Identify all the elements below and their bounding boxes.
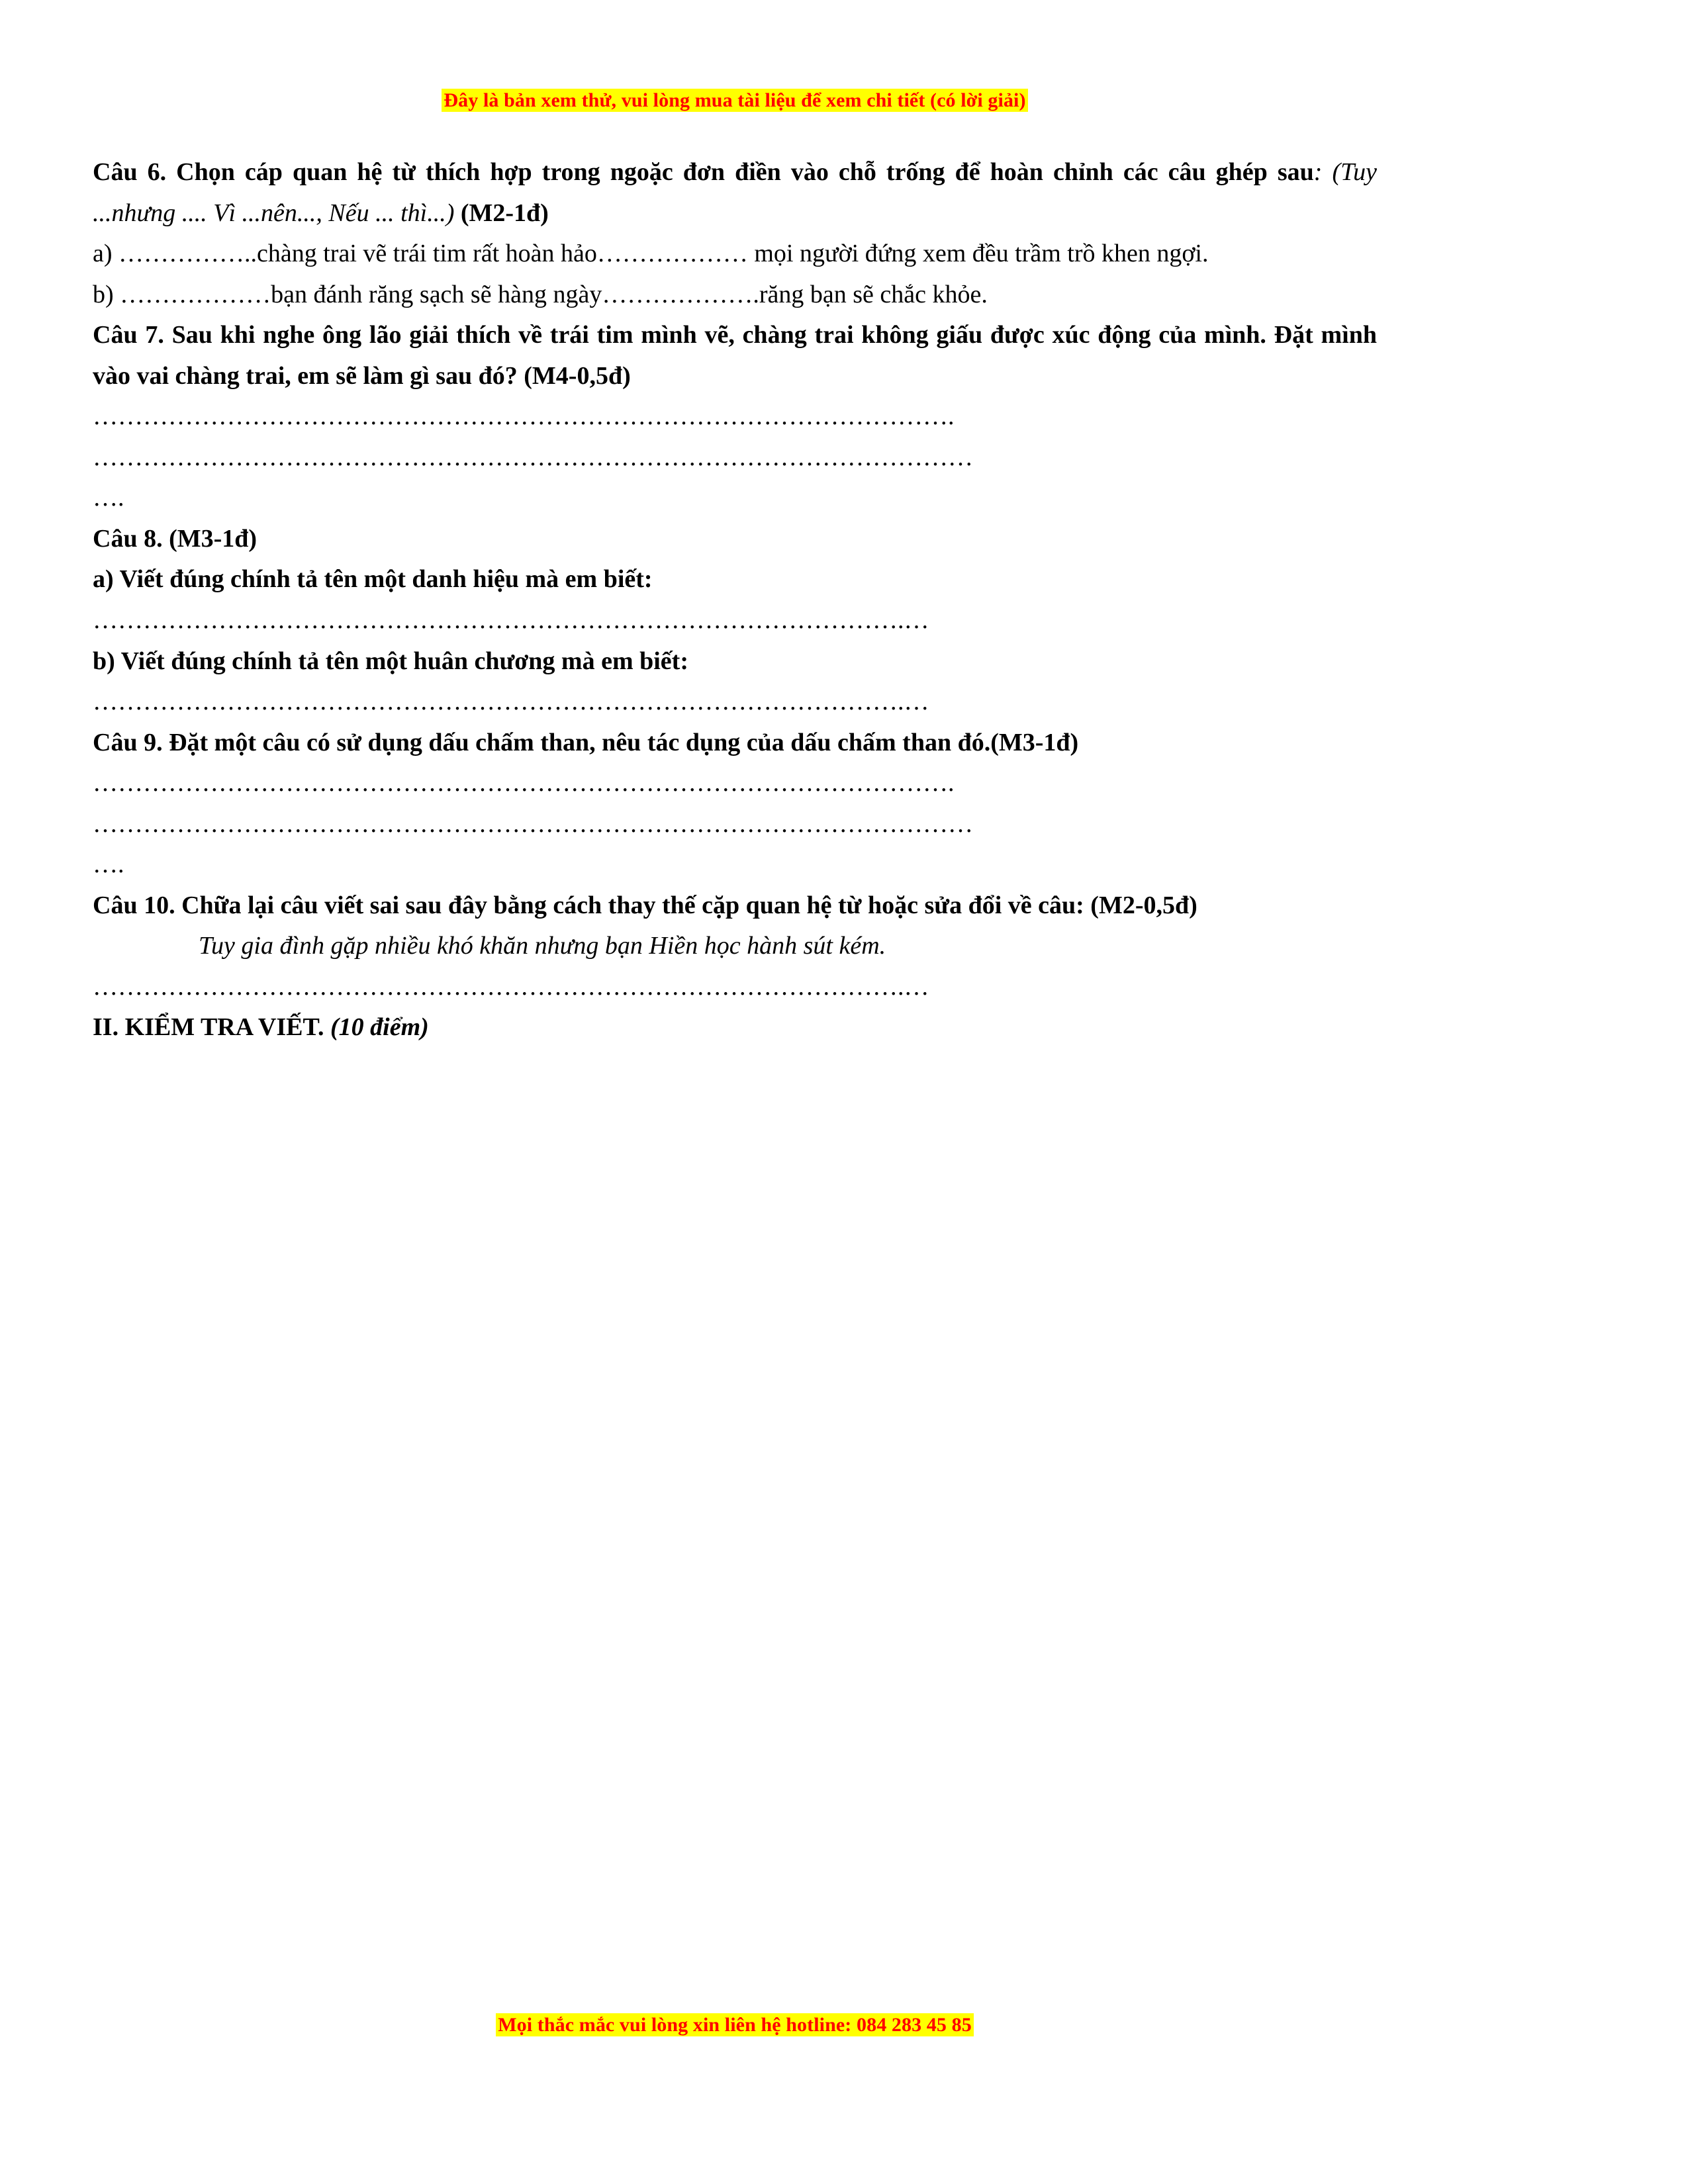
question-8-label-text: Câu 8. (M3-1đ): [93, 524, 258, 553]
question-9-prompt: [93, 723, 1377, 764]
question-8-answer-b[interactable]: …………………………………………………………………………………….…: [93, 688, 929, 716]
hotline-text: Mọi thắc mắc vui lòng xin liên hệ hotline: 084 283 45 85: [496, 2013, 974, 2036]
question-6-item-a: a) ……………..chàng trai vẽ trái tim rất hoàn hảo……………… mọi người đứng xem đều trầm trồ khen ngợi.: [93, 240, 1209, 268]
question-6-prompt: [93, 152, 1377, 234]
question-8-answer-a[interactable]: …………………………………………………………………………………….…: [93, 606, 929, 635]
question-7-answer-line-2[interactable]: ……………………………………………………………………………………………: [93, 443, 973, 471]
question-6-prompt-italic: : (Tuy ...nhưng .... Vì ...nên..., Nếu ... thì...): [93, 158, 1378, 227]
question-7-answer-line-1[interactable]: ………………………………………………………………………………………….: [93, 402, 955, 431]
preview-notice-banner: [93, 87, 1377, 114]
question-10-answer-line[interactable]: …………………………………………………………………………………….…: [93, 972, 929, 1001]
hotline-banner: [93, 2012, 1377, 2039]
question-10-label: Câu 10.: [93, 891, 175, 919]
question-9-answer-line-1[interactable]: ………………………………………………………………………………………….: [93, 769, 955, 797]
question-6-item-b: b) ………………bạn đánh răng sạch sẽ hàng ngày……………….răng bạn sẽ chắc khỏe.: [93, 280, 988, 308]
question-8-item-b: [93, 641, 1377, 682]
question-6-label: Câu 6.: [93, 158, 167, 186]
question-9-text: Đặt một câu có sử dụng dấu chấm than, nêu tác dụng của dấu chấm than đó.(M3-1đ): [162, 728, 1079, 756]
document-body: [93, 152, 1377, 1048]
question-8-item-b-text: b) Viết đúng chính tả tên một huân chương mà em biết:: [93, 647, 688, 675]
question-10-prompt: [93, 886, 1377, 927]
question-7-label: Câu 7.: [93, 321, 164, 349]
question-7-answer-line-3[interactable]: ….: [93, 484, 124, 512]
preview-notice-text: Đây là bản xem thử, vui lòng mua tài liệu để xem chi tiết (có lời giải): [442, 89, 1027, 112]
question-9-answer-line-3[interactable]: ….: [93, 850, 124, 879]
question-7-prompt: [93, 315, 1377, 396]
question-6-prompt-bold: Chọn cáp quan hệ từ thích hợp trong ngoặc đơn điền vào chỗ trống để hoàn chỉnh các câu ghép sau: [166, 158, 1314, 186]
question-9-answer-line-2[interactable]: ……………………………………………………………………………………………: [93, 809, 973, 838]
question-8-label: [93, 519, 1377, 560]
question-8-item-a: [93, 559, 1377, 600]
question-8-item-a-text: a) Viết đúng chính tả tên một danh hiệu mà em biết:: [93, 565, 653, 594]
section-heading: [93, 1007, 1377, 1048]
question-9-label: Câu 9.: [93, 728, 163, 756]
question-6-score: (M2-1đ): [454, 199, 549, 227]
section-heading-bold: II. KIỂM TRA VIẾT.: [93, 1013, 324, 1042]
question-7-text: Sau khi nghe ông lão giải thích về trái tim mình vẽ, chàng trai không giấu được xúc động của mình. Đặt mình vào vai chàng trai, em sẽ làm gì sau đó? (M4-0,5đ): [93, 321, 1377, 390]
section-heading-italic: (10 điểm): [324, 1013, 429, 1042]
question-10-example-sentence: Tuy gia đình gặp nhiều khó khăn nhưng bạn Hiền học hành sút kém.: [199, 932, 886, 960]
question-10-text: Chữa lại câu viết sai sau đây bằng cách thay thế cặp quan hệ từ hoặc sửa đổi về câu: (M2-0,5đ): [175, 891, 1197, 919]
